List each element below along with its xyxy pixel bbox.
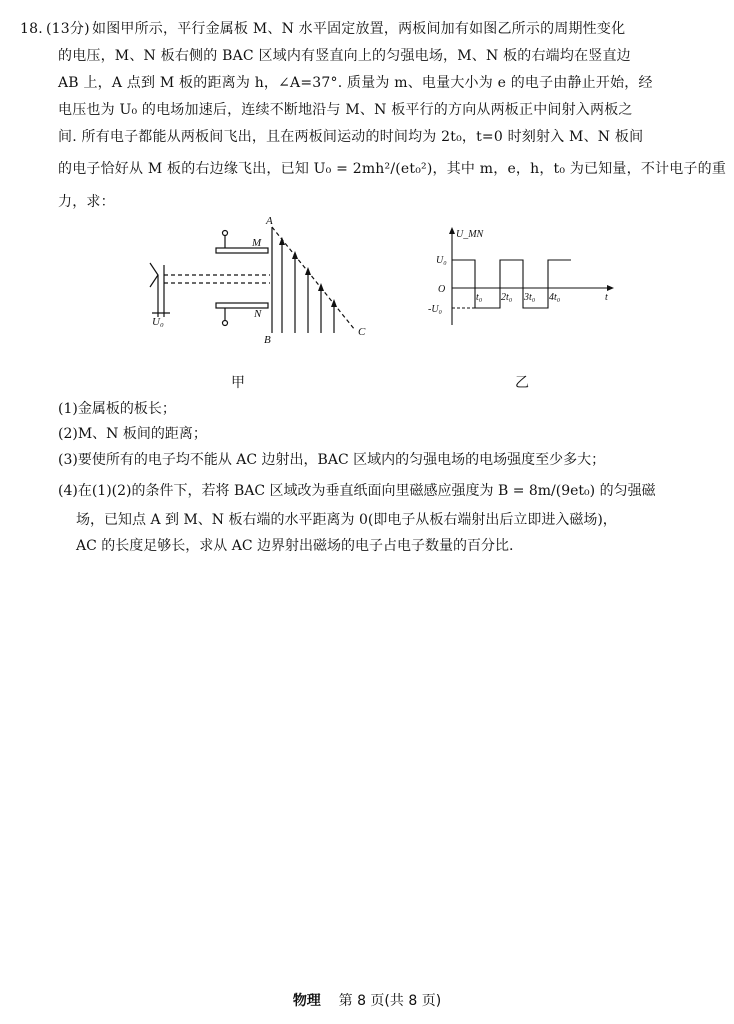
label-a: A: [266, 215, 273, 227]
accelerator-bracket: [150, 263, 158, 287]
label-origin: O: [438, 284, 446, 295]
label-umn: U_MN: [456, 229, 484, 240]
label-neg-u0: -U₀: [428, 304, 443, 315]
caption-yi: 乙: [515, 375, 529, 391]
problem-number: 18.: [20, 21, 43, 37]
figure-yi: [420, 225, 620, 335]
label-u0-yi: U₀: [436, 255, 447, 266]
problem-line-3: AB 上，A 点到 M 板的距离为 h，∠A=37°. 质量为 m、电量大小为 e 的电子由静止开始，经: [58, 75, 653, 91]
label-t: t: [605, 292, 608, 303]
footer-page: 第 8 页(共 8 页): [338, 993, 442, 1009]
problem-score: (13分): [46, 21, 90, 37]
edge-ac: [272, 227, 355, 330]
tick-4t0: 4t₀: [549, 292, 561, 303]
label-u0: U₀: [152, 316, 164, 328]
question-4: (4)在(1)(2)的条件下，若将 BAC 区域改为垂直纸面向里磁感应强度为 B = 8m/(9et₀) 的匀强磁: [58, 483, 656, 499]
label-b: B: [264, 334, 271, 346]
problem-line-6: 的电子恰好从 M 板的右边缘飞出，已知 U₀ = 2mh²/(et₀²)，其中 m，e，h，t₀ 为已知量，不计电子的重: [58, 161, 727, 177]
question-4-line-3: AC 的长度足够长，求从 AC 边界射出磁场的电子占电子数量的百分比.: [76, 538, 514, 554]
label-c: C: [358, 326, 366, 338]
page-footer: [0, 990, 734, 1010]
question-4-line-2: 场，已知点 A 到 M、N 板右端的水平距离为 0(即电子从板右端射出后立即进入磁场)，: [76, 512, 617, 528]
tick-t0: t₀: [476, 292, 483, 303]
question-3: (3)要使所有的电子均不能从 AC 边射出，BAC 区域内的匀强电场的电场强度至少多大；: [58, 452, 606, 468]
problem-line-2: 的电压，M、N 板右侧的 BAC 区域内有竖直向上的匀强电场，M、N 板的右端均在竖直边: [58, 48, 631, 64]
footer-subject: 物理: [292, 993, 321, 1009]
figure-jia: [140, 215, 380, 370]
question-2: (2)M、N 板间的距离；: [58, 426, 207, 442]
caption-jia: 甲: [231, 375, 245, 391]
question-1: (1)金属板的板长；: [58, 401, 176, 417]
tick-2t0: 2t₀: [501, 292, 513, 303]
problem-line-5: 间. 所有电子都能从两板间飞出，且在两板间运动的时间均为 2t₀，t=0 时刻射入 M、N 板间: [58, 129, 644, 145]
problem-line-7: 力，求：: [58, 194, 115, 210]
label-m: M: [252, 237, 262, 249]
label-n: N: [254, 308, 262, 320]
electric-field-arrows: [282, 241, 334, 333]
tick-3t0: 3t₀: [524, 292, 536, 303]
problem-line-4: 电压也为 U₀ 的电场加速后，连续不断地沿与 M、N 板平行的方向从两板正中间射入两板之: [58, 102, 633, 118]
problem-line-1: 如图甲所示，平行金属板 M、N 水平固定放置，两板间加有如图乙所示的周期性变化: [92, 21, 626, 37]
